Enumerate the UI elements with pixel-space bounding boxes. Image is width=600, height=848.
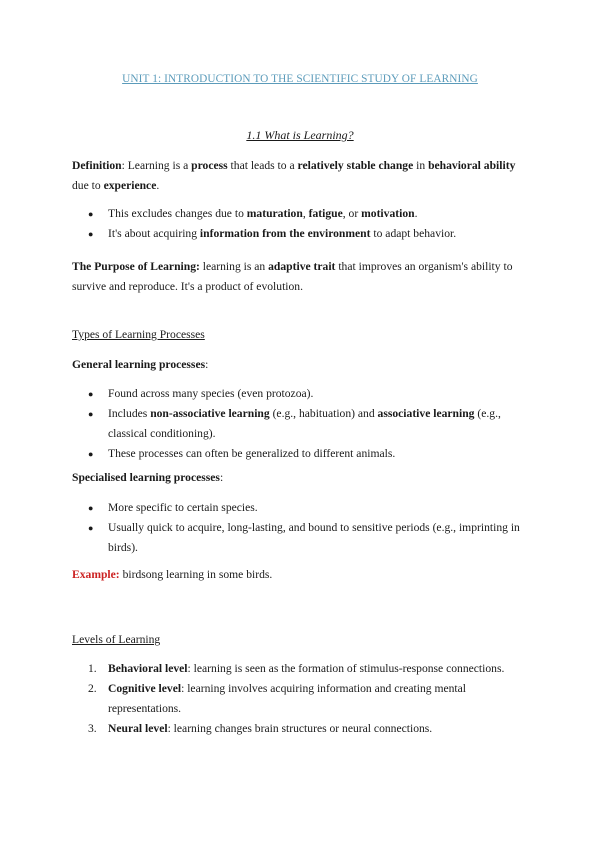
list-item [88,679,538,719]
list-number: 2. [88,682,97,695]
specialised-label: Specialised learning processes [72,471,220,484]
list-item-text: representations. [108,702,182,715]
general-heading [72,355,532,375]
list-item-text: More specific to certain species. [108,501,258,514]
purpose-label: The Purpose of Learning: [72,260,200,273]
list-item [88,224,538,244]
list-item [88,404,538,444]
list-number: 1. [88,662,97,675]
list-item-text: : learning involves acquiring information and creating mental [181,682,467,695]
list-item-text: . [414,207,418,220]
purpose-text: that improves an organism's ability to [335,260,513,273]
definition-term: process [191,159,228,172]
page-title: UNIT 1: INTRODUCTION TO THE SCIENTIFIC STUDY OF LEARNING [122,73,478,85]
list-item-text: Found across many species (even protozoa). [108,387,314,400]
list-item-text: (e.g., [474,407,501,420]
specialised-bullet-list [88,498,538,558]
bullet-icon: ● [88,449,94,459]
definition-text: in [413,159,429,172]
list-item-term: information from the environment [199,227,371,240]
list-item-term: Neural level [108,722,168,735]
list-item-term: Behavioral level [108,662,188,675]
list-item [88,659,538,679]
list-item-term: fatigue [308,207,343,220]
definition-text: due to [72,179,104,192]
list-item-text: classical conditioning). [108,427,216,440]
list-item-term: maturation [246,207,303,220]
general-label: General learning processes [72,358,206,371]
list-item-text: : learning changes brain structures or neural connections. [167,722,433,735]
list-item-text: Usually quick to acquire, long-lasting, and bound to sensitive periods (e.g., imprinting in [108,521,520,534]
purpose-text: learning is an [199,260,269,273]
purpose-term: adaptive trait [268,260,336,273]
list-item-term: Cognitive level [108,682,182,695]
list-item-term: associative learning [377,407,475,420]
bullet-icon: ● [88,523,94,533]
example-text: birdsong learning in some birds. [119,568,273,581]
section-title: 1.1 What is Learning? [246,128,354,142]
list-item-text: This excludes changes due to [108,207,247,220]
list-item [88,204,538,224]
list-item-text: These processes can often be generalized to different animals. [108,447,396,460]
bullet-icon: ● [88,503,94,513]
definition-label: Definition [72,159,122,172]
definition-text: . [156,179,160,192]
specialised-heading [72,468,532,488]
list-item [88,719,538,739]
list-item-text: Includes [108,407,151,420]
list-item-text: , or [342,207,362,220]
definition-bullet-list [88,204,538,244]
definition-text: : Learning is a [121,159,192,172]
purpose-paragraph [72,257,532,297]
bullet-icon: ● [88,229,94,239]
colon: : [205,358,209,371]
definition-text: that leads to a [227,159,298,172]
list-item [88,444,538,464]
list-item-term: motivation [361,207,415,220]
levels-list [88,659,538,739]
list-item [88,384,538,404]
list-item-text: birds). [108,541,138,554]
purpose-text: survive and reproduce. It's a product of evolution. [72,280,303,293]
list-item-text: (e.g., habituation) and [269,407,378,420]
list-item [88,518,538,558]
definition-term: experience [103,179,157,192]
list-item [88,498,538,518]
example-label: Example: [72,568,120,581]
definition-term: behavioral ability [428,159,516,172]
bullet-icon: ● [88,409,94,419]
levels-heading: Levels of Learning [72,633,161,646]
list-item-text: , [302,207,309,220]
general-bullet-list [88,384,538,464]
list-item-text: : learning is seen as the formation of stimulus-response connections. [187,662,505,675]
definition-term: relatively stable change [297,159,414,172]
list-item-text: It's about acquiring [108,227,200,240]
bullet-icon: ● [88,209,94,219]
list-number: 3. [88,722,97,735]
definition-paragraph [72,156,532,196]
types-heading: Types of Learning Processes [72,328,205,341]
example-paragraph [72,565,532,585]
colon: : [219,471,224,484]
bullet-icon: ● [88,389,94,399]
list-item-text: to adapt behavior. [370,227,457,240]
list-item-term: non-associative learning [150,407,270,420]
